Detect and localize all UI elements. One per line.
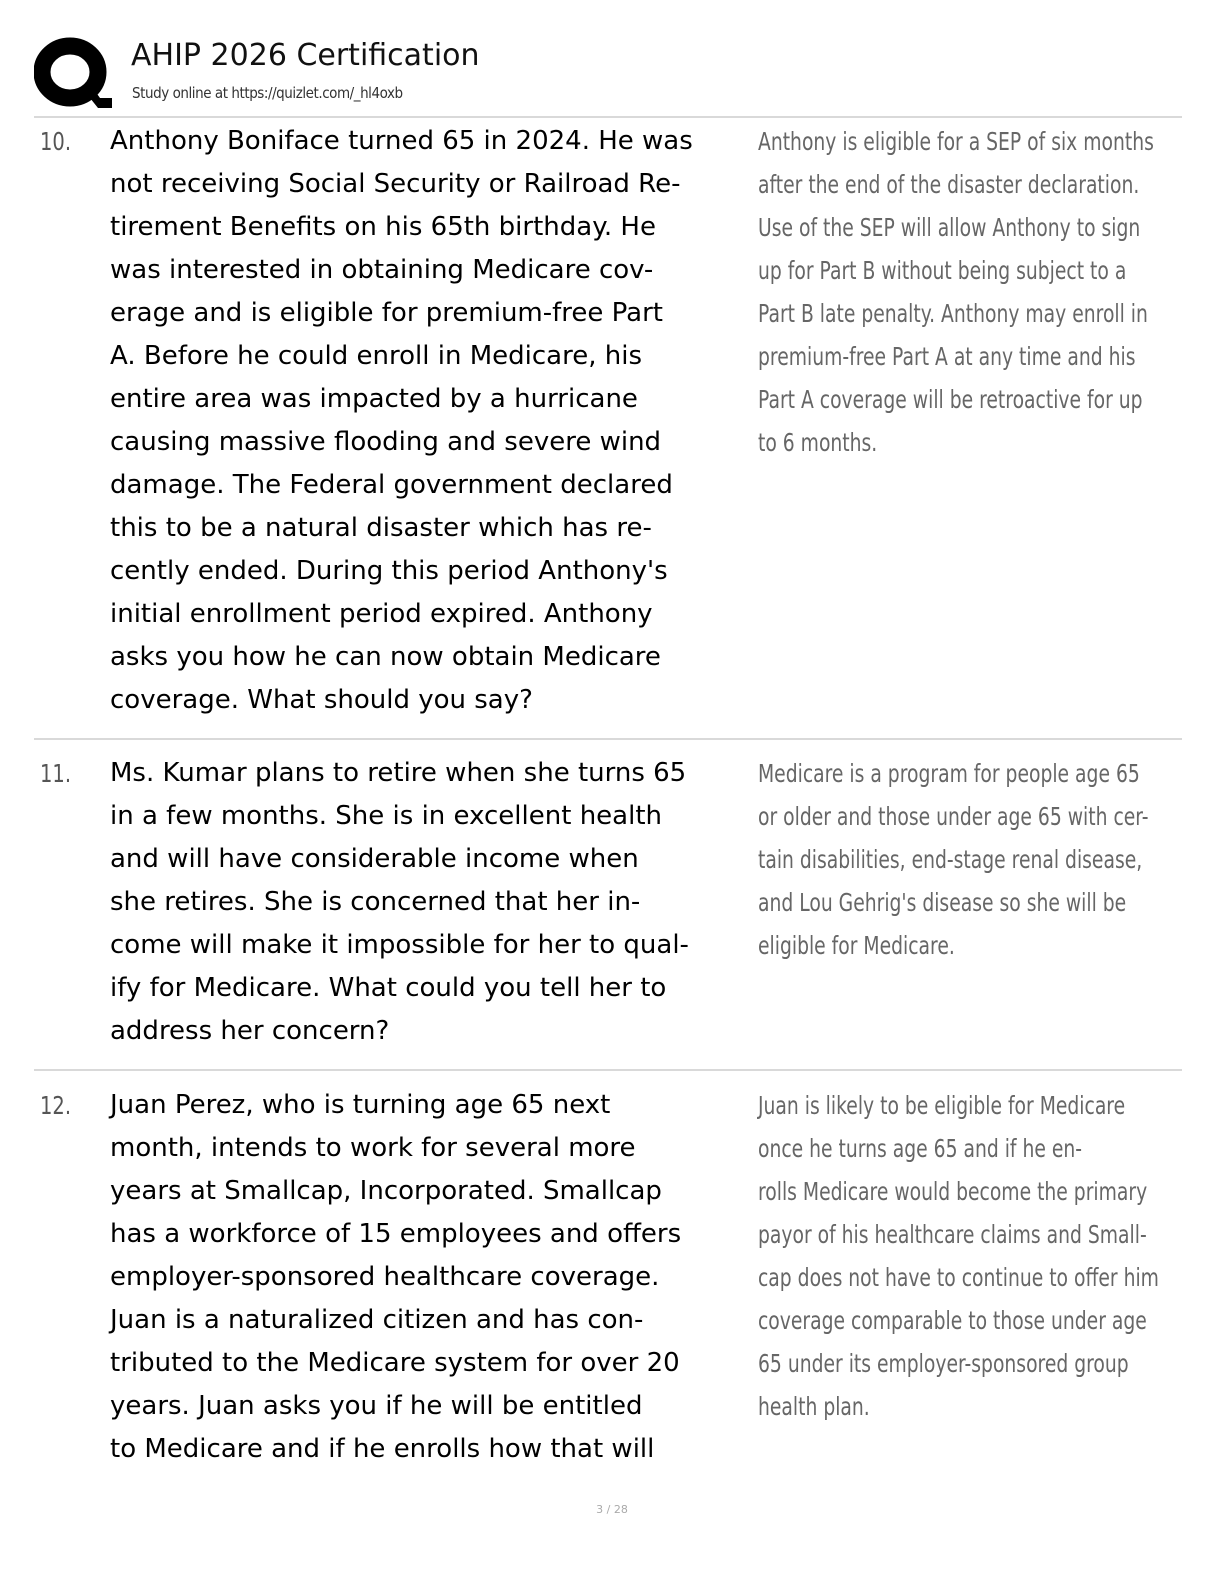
card-divider [34, 1069, 1182, 1071]
definition-line: after the end of the disaster declaration. [758, 170, 1140, 199]
term-line: cently ended. During this period Anthony's [110, 556, 668, 586]
card-number: 12. [40, 1091, 72, 1120]
definition-line: up for Part B without being subject to a [758, 256, 1127, 285]
term-line: come will make it impossible for her to qual- [110, 930, 689, 960]
definition-line: tain disabilities, end-stage renal disease, [758, 845, 1143, 874]
card-divider [34, 738, 1182, 740]
definition-line: Use of the SEP will allow Anthony to sign [758, 213, 1141, 242]
term-line: employer-sponsored healthcare coverage. [110, 1262, 660, 1292]
term-line: entire area was impacted by a hurricane [110, 384, 638, 414]
term-line: was interested in obtaining Medicare cov- [110, 255, 654, 285]
study-link[interactable]: Study online at https://quizlet.com/_hl4oxb [132, 84, 403, 102]
card-definition [758, 120, 1163, 464]
definition-line: health plan. [758, 1392, 870, 1421]
term-line: A. Before he could enroll in Medicare, his [110, 341, 642, 371]
term-line: not receiving Social Security or Railroad Re- [110, 169, 681, 199]
card-term [110, 120, 752, 722]
card-number: 11. [40, 759, 72, 788]
definition-line: Juan is likely to be eligible for Medicare [758, 1091, 1126, 1120]
page-header [34, 36, 1184, 116]
definition-line: and Lou Gehrig's disease so she will be [758, 888, 1127, 917]
term-line: in a few months. She is in excellent health [110, 801, 662, 831]
term-line: to Medicare and if he enrolls how that will [110, 1434, 655, 1464]
definition-line: cap does not have to continue to offer him [758, 1263, 1159, 1292]
term-line: ify for Medicare. What could you tell her to [110, 973, 667, 1003]
definition-line: Part B late penalty. Anthony may enroll in [758, 299, 1148, 328]
header-divider [34, 116, 1182, 118]
definition-line: Anthony is eligible for a SEP of six months [758, 127, 1154, 156]
term-line: causing massive flooding and severe wind [110, 427, 662, 457]
term-line: address her concern? [110, 1016, 390, 1046]
definition-line: once he turns age 65 and if he en- [758, 1134, 1083, 1163]
definition-line: rolls Medicare would become the primary [758, 1177, 1148, 1206]
definition-line: eligible for Medicare. [758, 931, 955, 960]
term-line: tributed to the Medicare system for over 20 [110, 1348, 680, 1378]
definition-line: 65 under its employer-sponsored group [758, 1349, 1129, 1378]
definition-line: premium-free Part A at any time and his [758, 342, 1136, 371]
term-line: Juan Perez, who is turning age 65 next [110, 1090, 611, 1120]
card-definition [758, 752, 1163, 967]
card-term [110, 752, 752, 1053]
quizlet-logo-icon [34, 36, 112, 110]
term-line: coverage. What should you say? [110, 685, 533, 715]
card-term [110, 1084, 752, 1471]
term-line: initial enrollment period expired. Anthony [110, 599, 653, 629]
term-line: Ms. Kumar plans to retire when she turns 65 [110, 758, 687, 788]
term-line: and will have considerable income when [110, 844, 639, 874]
term-line: years at Smallcap, Incorporated. Smallcap [110, 1176, 662, 1206]
definition-line: Part A coverage will be retroactive for up [758, 385, 1143, 414]
term-line: she retires. She is concerned that her in- [110, 887, 641, 917]
definition-line: Medicare is a program for people age 65 [758, 759, 1140, 788]
definition-line: coverage comparable to those under age [758, 1306, 1147, 1335]
definition-line: payor of his healthcare claims and Small- [758, 1220, 1147, 1249]
term-line: Juan is a naturalized citizen and has con- [110, 1305, 644, 1335]
definition-line: or older and those under age 65 with cer- [758, 802, 1149, 831]
term-line: this to be a natural disaster which has re- [110, 513, 652, 543]
term-line: Anthony Boniface turned 65 in 2024. He was [110, 126, 693, 156]
term-line: tirement Benefits on his 65th birthday. He [110, 212, 656, 242]
term-line: month, intends to work for several more [110, 1133, 636, 1163]
card-number: 10. [40, 127, 72, 156]
term-line: years. Juan asks you if he will be entitled [110, 1391, 643, 1421]
definition-line: to 6 months. [758, 428, 878, 457]
set-title: AHIP 2026 Certification [131, 38, 480, 73]
card-definition [758, 1084, 1163, 1428]
term-line: damage. The Federal government declared [110, 470, 673, 500]
term-line: has a workforce of 15 employees and offers [110, 1219, 682, 1249]
term-line: asks you how he can now obtain Medicare [110, 642, 661, 672]
page-number: 3 / 28 [596, 1503, 628, 1516]
term-line: erage and is eligible for premium-free Part [110, 298, 663, 328]
